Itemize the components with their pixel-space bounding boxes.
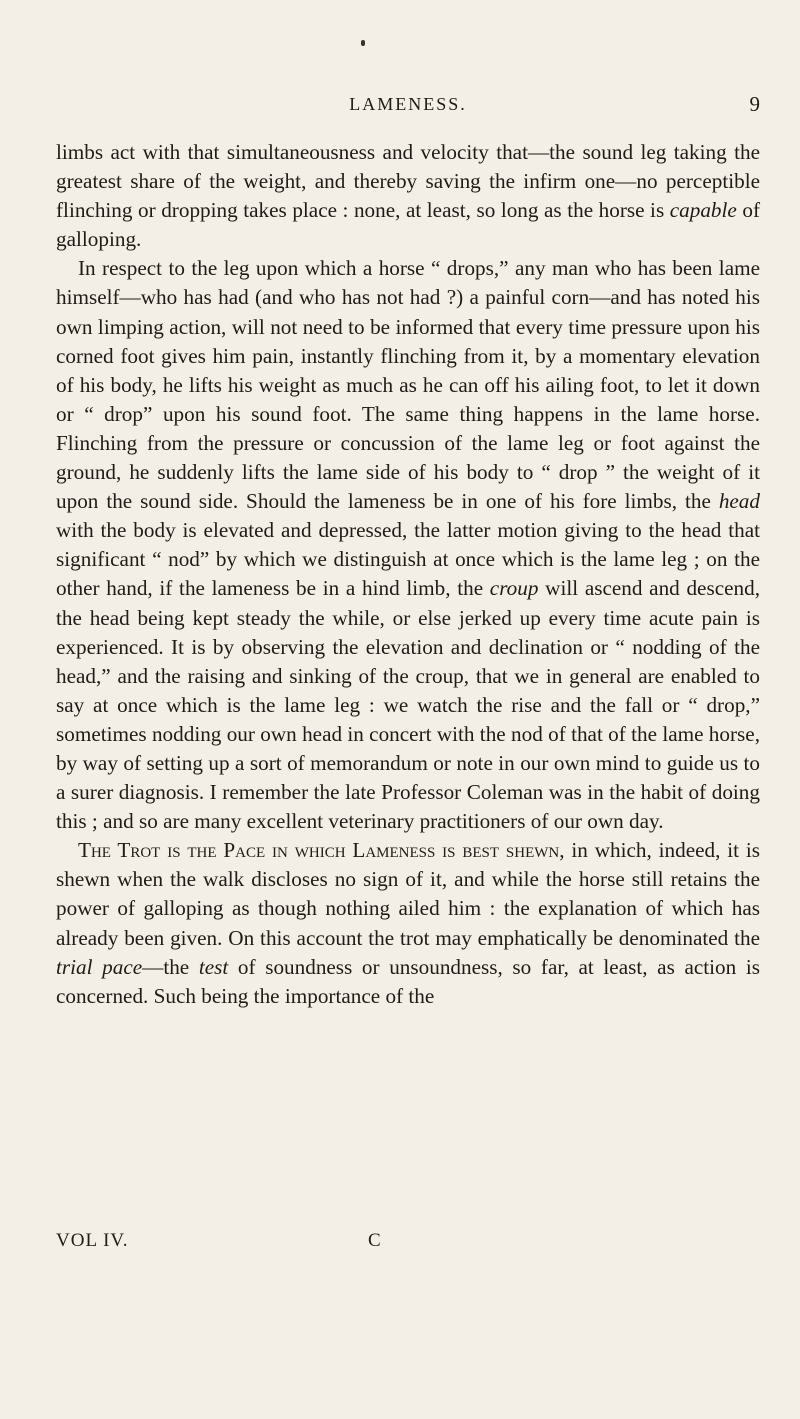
page-footer [56,1230,760,1258]
text-run: limbs act with that simultaneousness and velocity that—the sound leg taking the greatest share of the weight, and thereby saving the infirm one—no perceptible flinching or dropping takes place : none, at least, so long as the horse is [56,140,760,223]
emphasis: test [198,954,229,979]
text-run: of soundness or unsoundness, so far, at least, as action is concerned. Such being the importance of the [56,954,760,1008]
text-run: of galloping. [56,198,760,252]
body-text [56,138,760,1011]
paragraph-2 [56,254,760,836]
paragraph-1 [56,138,760,254]
running-head: LAMENESS. [349,94,467,114]
page-number: 9 [749,92,760,116]
text-run: with the body is elevated and depressed, the latter motion giving to the head that significant “ nod” by which we distinguish at once which is the lame leg ; on the other hand, if the lameness be in a hind limb, the [56,518,760,601]
emphasis: head [718,489,760,514]
emphasis: capable [669,198,737,223]
book-page [56,0,760,1419]
emphasis: trial pace [56,954,143,979]
signature-mark: C [368,1230,381,1251]
text-run: In respect to the leg upon which a horse “ drops,” any man who has been lame himself—who has had (and who has not had ?) a painful corn—and has noted his own limping action, will not need to be informed that every time pressure upon his corned foot gives him pain, instantly flinching from it, by a momentary elevation of his body, he lifts his weight as much as he can off his ailing foot, to let it down or “ drop” upon his sound foot. The same thing happens in the lame horse. Flinching from the pressure or concussion of the lame leg or foot against the ground, he suddenly lifts the lame side of his body to “ drop ” the weight of it upon the sound side. Should the lameness be in one of his fore limbs, the [56,256,760,514]
text-run: —the [142,954,199,979]
volume-label: VOL IV. [56,1230,129,1251]
emphasis: croup [489,576,539,601]
ink-speck [361,40,365,46]
text-run: in which, indeed, it is shewn when the walk discloses no sign of it, and while the horse still retains the power of galloping as though nothing ailed him : the explanation of which has already been given. On this account the trot may emphatically be denominated the [56,838,760,950]
page-header [56,90,760,120]
text-run: will ascend and descend, the head being kept steady the while, or else jerked up every time acute pain is experienced. It is by observing the elevation and declination or “ nodding of the head,” and the raising and sinking of the croup, that we in general are enabled to say at once which is the lame leg : we watch the rise and the fall or “ drop,” sometimes nodding our own head in concert with the nod of that of the lame horse, by way of setting up a sort of memorandum or note in our own mind to guide us to a surer diagnosis. I remember the late Professor Coleman was in the habit of doing this ; and so are many excellent veterinary practitioners of our own day. [56,576,760,834]
paragraph-3 [56,836,760,1011]
section-heading: The Trot is the Pace in which Lameness is best shewn, [78,838,565,863]
